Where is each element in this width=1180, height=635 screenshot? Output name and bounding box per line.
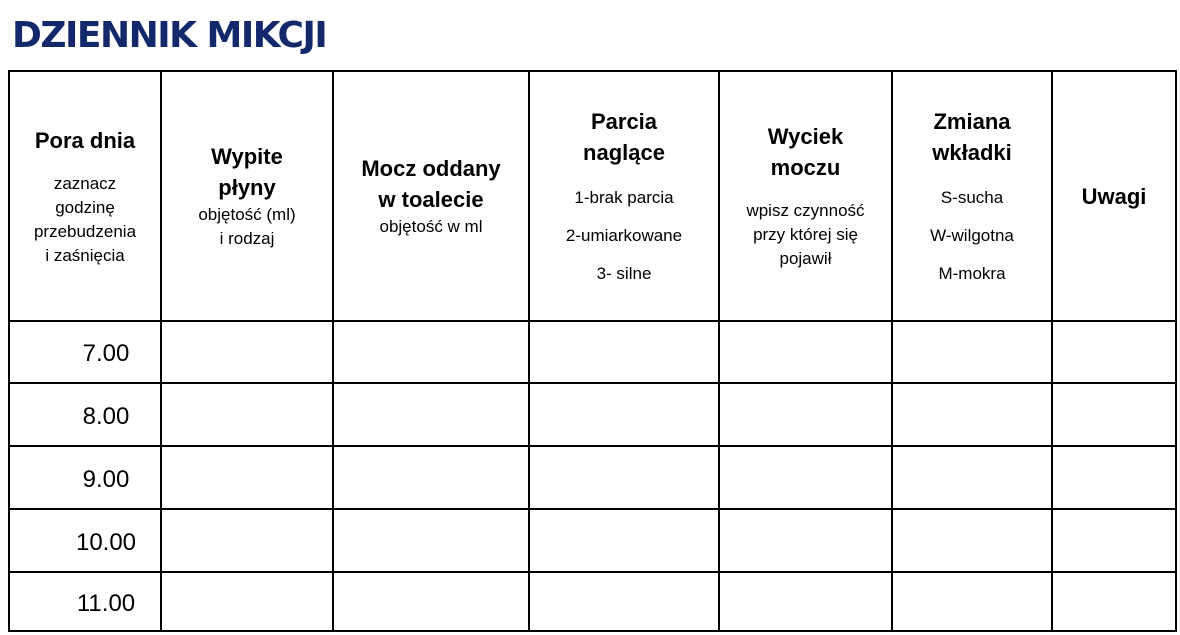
header-pad-change-title-2: wkładki [932,140,1012,165]
time-cell [9,446,161,509]
pad-change-cell[interactable] [892,383,1052,446]
urine-volume-cell[interactable] [333,572,529,631]
time-cell [9,572,161,631]
remarks-cell[interactable] [1052,509,1176,572]
remarks-cell[interactable] [1052,446,1176,509]
remarks-cell[interactable] [1052,383,1176,446]
urgency-cell[interactable] [529,572,719,631]
header-pad-change-title-1: Zmiana [933,109,1011,134]
header-time-of-day-note-3: przebudzenia [33,221,137,241]
urgency-cell[interactable] [529,383,719,446]
time-cell [9,383,161,446]
urine-volume-cell[interactable] [333,446,529,509]
fluids-cell[interactable] [161,509,333,572]
header-urine-voided-note: objętość w ml [379,217,483,236]
header-urgency [529,71,719,321]
time-cell [9,509,161,572]
leakage-cell[interactable] [719,383,892,446]
pad-legend-2: W-wilgotna [930,226,1014,245]
voiding-diary-table [8,70,1177,632]
time-label: 10.00 [75,528,137,556]
time-label: 7.00 [82,340,130,367]
header-urine-voided [333,71,529,321]
header-leakage-note-2: przy której się [753,225,858,244]
header-remarks [1052,71,1176,321]
fluids-cell[interactable] [161,572,333,631]
remarks-cell[interactable] [1052,572,1176,631]
header-urgency-title-1: Parcia [590,109,658,134]
fluids-cell[interactable] [161,321,333,383]
header-fluids-drunk [161,71,333,321]
header-urine-voided-title-1: Mocz oddany [361,156,501,181]
urine-volume-cell[interactable] [333,321,529,383]
time-label: 9.00 [82,465,130,493]
urgency-legend-3: 3- silne [596,264,652,283]
header-urgency-title-2: naglące [583,140,665,165]
header-urine-voided-title-2: w toalecie [378,187,484,212]
leakage-cell[interactable] [719,446,892,509]
leakage-cell[interactable] [719,509,892,572]
header-fluids-drunk-note-2: i rodzaj [219,229,275,248]
header-leakage-title-1: Wyciek [767,124,844,149]
urgency-cell[interactable] [529,509,719,572]
header-leakage-title-2: moczu [770,155,841,180]
header-leakage [719,71,892,321]
header-time-of-day-note-2: godzinę [55,197,115,217]
header-time-of-day-note-1: zaznacz [53,173,117,193]
table-row [9,572,1176,631]
fluids-cell[interactable] [161,446,333,509]
urgency-cell[interactable] [529,321,719,383]
urgency-legend-2: 2-umiarkowane [565,226,683,245]
header-leakage-note-1: wpisz czynność [746,201,865,220]
pad-legend-1: S-sucha [940,188,1004,207]
urine-volume-cell[interactable] [333,383,529,446]
urine-volume-cell[interactable] [333,509,529,572]
time-label: 11.00 [76,589,136,617]
header-time-of-day [9,71,161,321]
time-label: 8.00 [82,402,130,430]
header-pad-change [892,71,1052,321]
leakage-cell[interactable] [719,572,892,631]
page-title: DZIENNIK MIKCJI [12,15,327,56]
header-fluids-drunk-title-1: Wypite [211,144,283,169]
header-row [9,71,1176,321]
table-row [9,321,1176,383]
table-row [9,446,1176,509]
header-time-of-day-title: Pora dnia [34,127,136,153]
pad-change-cell[interactable] [892,321,1052,383]
remarks-cell[interactable] [1052,321,1176,383]
header-fluids-drunk-title-2: płyny [218,175,276,200]
pad-change-cell[interactable] [892,446,1052,509]
header-time-of-day-note-4: i zaśnięcia [45,245,125,265]
pad-legend-3: M-mokra [938,264,1006,283]
urgency-legend-1: 1-brak parcia [574,188,674,207]
header-fluids-drunk-note-1: objętość (ml) [198,205,296,224]
table-row [9,509,1176,572]
header-remarks-title: Uwagi [1081,183,1147,209]
pad-change-cell[interactable] [892,572,1052,631]
leakage-cell[interactable] [719,321,892,383]
header-leakage-note-3: pojawił [779,249,832,268]
table-row [9,383,1176,446]
urgency-cell[interactable] [529,446,719,509]
pad-change-cell[interactable] [892,509,1052,572]
time-cell [9,321,161,383]
fluids-cell[interactable] [161,383,333,446]
